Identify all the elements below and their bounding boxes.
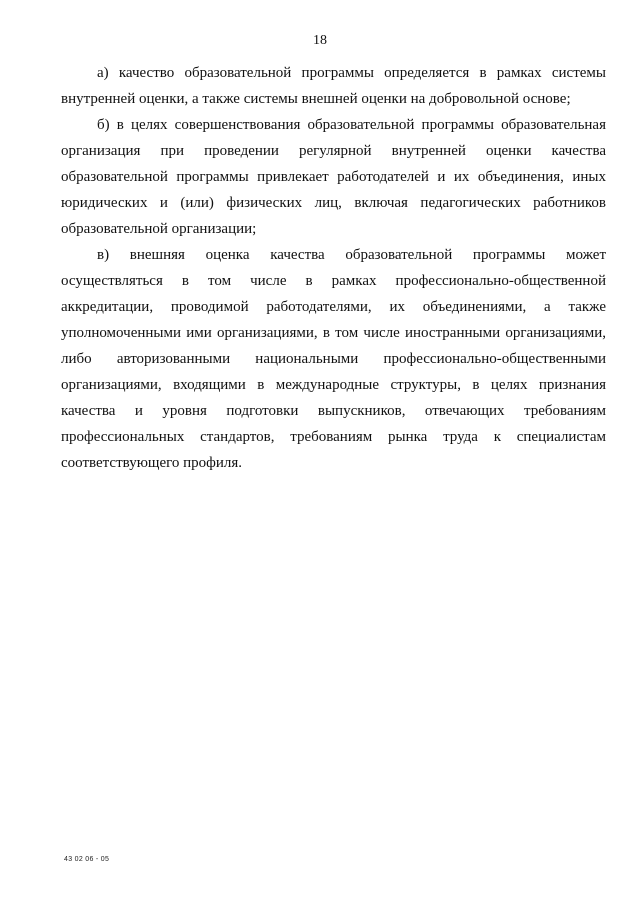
document-code: 43 02 06 - 05 [64, 856, 110, 863]
page-number: 18 [313, 33, 327, 48]
paragraph-b: б) в целях совершенствования образовательной программы образовательная организация при проведении регулярной внутренней оценки качества образовательной программы привлекает работодателей и их объединения, иных юридических и (или) физических лиц, включая педагогических работников образовательной организации; [61, 117, 606, 237]
paragraph-c: в) внешняя оценка качества образовательной программы может осуществляться в том числе в рамках профессионально-общественной аккредитации, проводимой работодателями, их объединениями, а также уполномоченными ими организациями, в том числе иностранными организациями, либо авторизованными национальными профессионально-общественными организациями, входящими в международные структуры, в целях признания качества и уровня подготовки выпускников, отвечающих требованиям профессиональных стандартов, требованиям рынка труда к специалистам соответствующего профиля. [61, 247, 606, 471]
paragraph-a: а) качество образовательной программы определяется в рамках системы внутренней оценки, а также системы внешней оценки на добровольной основе; [61, 65, 606, 107]
